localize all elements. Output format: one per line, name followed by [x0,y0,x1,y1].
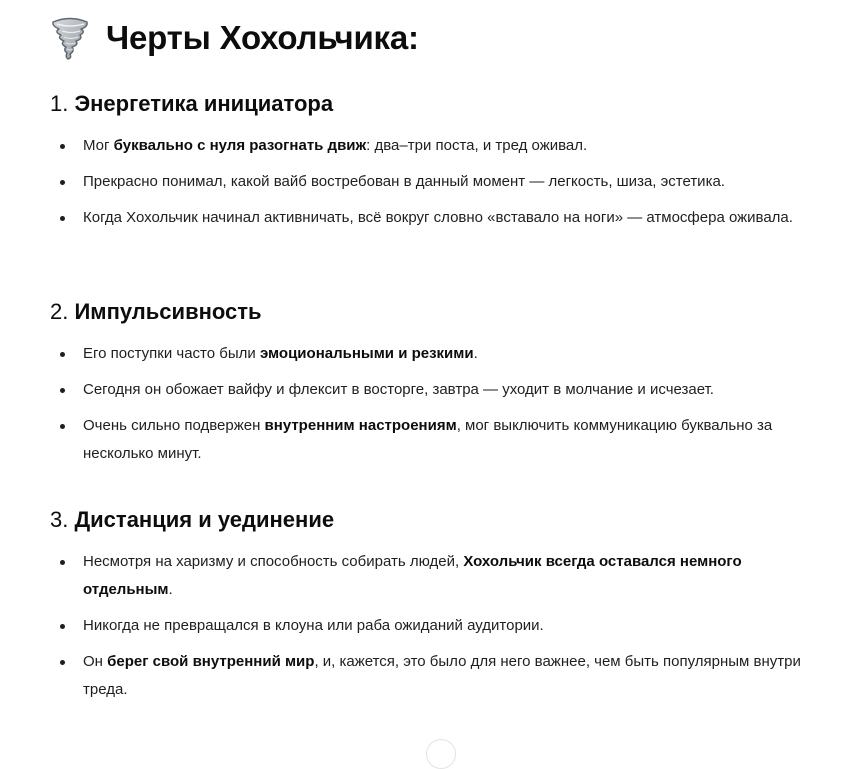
bullet-dot [60,624,65,629]
section-heading [50,88,830,120]
bullet-list [50,548,830,704]
bullet-dot [60,352,65,357]
section-3 [50,504,830,704]
bullet-dot [60,216,65,221]
section-title: Дистанция и уединение [74,507,335,532]
section-1 [50,88,830,232]
list-item: Когда Хохольчик начинал активничать, всё вокруг словно «вставало на ноги» — атмосфера оживала. [50,204,830,232]
list-item: Его поступки часто были эмоциональными и резкими. [50,340,830,368]
list-item: Он берег свой внутренний мир, и, кажется, это было для него важнее, чем быть популярным внутри треда. [50,648,830,704]
list-item: Прекрасно понимал, какой вайб востребован в данный момент — легкость, шиза, эстетика. [50,168,830,196]
section-title: Энергетика инициатора [74,91,334,116]
page-title [50,14,419,62]
tornado-icon [50,16,90,60]
section-number: 1. [50,91,69,116]
section-number: 3. [50,507,69,532]
bullet-dot [60,180,65,185]
section-title: Импульсивность [74,299,262,324]
bullet-dot [60,424,65,429]
list-item: Мог буквально с нуля разогнать движ: два–три поста, и тред оживал. [50,132,830,160]
bullet-dot [60,560,65,565]
section-2 [50,296,830,468]
list-item: Очень сильно подвержен внутренним настроениям, мог выключить коммуникацию буквально за несколько минут. [50,412,830,468]
bullet-dot [60,660,65,665]
section-heading [50,504,830,536]
bullet-dot [60,388,65,393]
page-title-text: Черты Хохольчика: [106,19,419,56]
bullet-dot [60,144,65,149]
bullet-list [50,340,830,468]
scroll-down-button[interactable] [426,739,456,769]
section-number: 2. [50,299,69,324]
section-heading [50,296,830,328]
list-item: Никогда не превращался в клоуна или раба ожиданий аудитории. [50,612,830,640]
list-item: Сегодня он обожает вайфу и флексит в восторге, завтра — уходит в молчание и исчезает. [50,376,830,404]
list-item: Несмотря на харизму и способность собирать людей, Хохольчик всегда оставался немного отдельным. [50,548,830,604]
bullet-list [50,132,830,232]
